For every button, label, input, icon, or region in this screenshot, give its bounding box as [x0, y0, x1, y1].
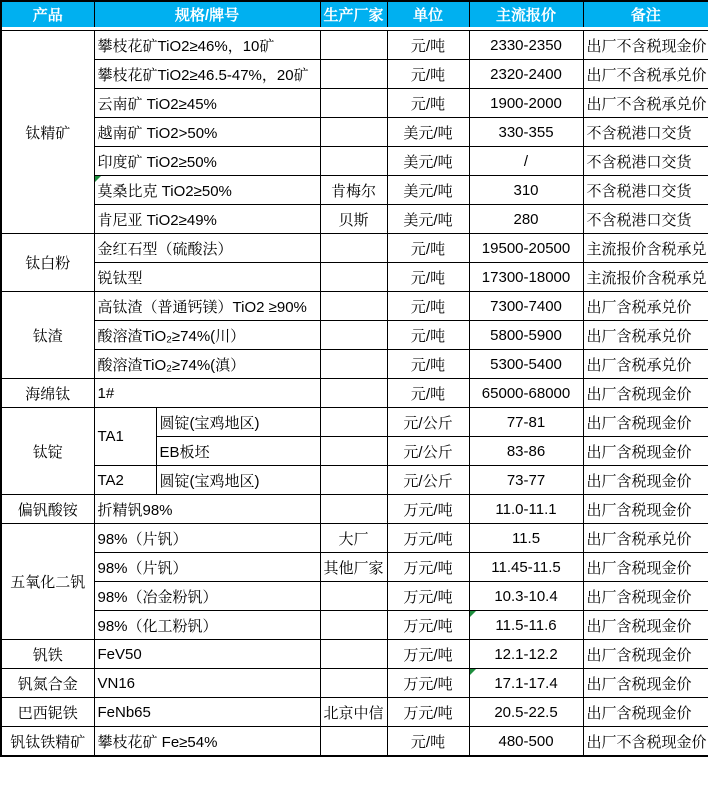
cell-unit [387, 292, 469, 321]
cell-spec [94, 263, 320, 292]
cell-maker [320, 466, 387, 495]
cell-maker [320, 408, 387, 437]
table-row [1, 60, 708, 89]
cell-unit [387, 524, 469, 553]
col-header-product: 产品 [1, 1, 94, 27]
cell-text: 攀枝花矿 Fe≥54% [97, 733, 218, 751]
cell-maker [320, 698, 387, 727]
cell-text: FeV50 [97, 645, 142, 663]
cell-unit [387, 437, 469, 466]
cell-note [583, 582, 708, 611]
cell-maker [320, 321, 387, 350]
table-row [1, 524, 708, 553]
cell-spec [94, 176, 320, 205]
cell-price [469, 176, 583, 205]
cell-subspec [156, 408, 320, 437]
cell-text: 大厂 [338, 530, 369, 548]
cell-maker [320, 495, 387, 524]
cell-spec [94, 321, 320, 350]
cell-text: 美元/吨 [403, 124, 453, 142]
col-header-unit: 单位 [387, 1, 469, 27]
cell-price [469, 31, 583, 60]
cell-text: 云南矿 TiO2≥45% [97, 95, 217, 113]
cell-product [1, 234, 94, 292]
cell-text: 钛精矿 [25, 124, 71, 142]
cell-product [1, 495, 94, 524]
col-header-price: 主流报价 [469, 1, 583, 27]
cell-price [469, 205, 583, 234]
cell-maker [320, 640, 387, 669]
cell-text: 出厂含税现金价 [586, 588, 692, 606]
cell-unit [387, 176, 469, 205]
cell-unit [387, 379, 469, 408]
cell-spec [94, 350, 320, 379]
cell-text: 出厂含税承兑价 [586, 327, 692, 345]
cell-price [469, 669, 583, 698]
cell-text: 98%（片钒） [97, 559, 188, 577]
cell-note [583, 118, 708, 147]
cell-text: 1900-2000 [490, 94, 562, 112]
cell-text: 钛锭 [32, 443, 63, 461]
cell-spec [94, 698, 320, 727]
cell-product [1, 408, 94, 495]
cell-text: 5800-5900 [490, 326, 562, 344]
cell-spec [94, 205, 320, 234]
cell-text: 77-81 [506, 413, 546, 431]
cell-note [583, 379, 708, 408]
table-row [1, 466, 708, 495]
cell-text: 主流报价含税承兑 [586, 269, 707, 287]
cell-text: 主流报价含税承兑 [586, 240, 707, 258]
cell-note [583, 292, 708, 321]
cell-maker [320, 205, 387, 234]
cell-text: 11.45-11.5 [491, 558, 561, 576]
cell-text: 钒铁 [32, 646, 63, 664]
cell-text: 钛白粉 [25, 255, 71, 272]
cell-text: 偏钒酸铵 [17, 501, 78, 519]
cell-price [469, 698, 583, 727]
cell-text: 出厂含税现金价 [586, 704, 692, 722]
table-row [1, 553, 708, 582]
cell-text: 北京中信 [323, 704, 384, 722]
cell-text: 1# [97, 384, 115, 402]
cell-price [469, 408, 583, 437]
comment-indicator-icon [470, 611, 476, 617]
cell-price [469, 437, 583, 466]
cell-text: 出厂不含税现金价 [586, 733, 707, 751]
cell-text: 肯尼亚 TiO2≥49% [97, 211, 217, 229]
cell-product [1, 31, 94, 234]
cell-spec [94, 611, 320, 640]
cell-text: 不含税港口交货 [586, 153, 692, 171]
cell-text: 出厂含税现金价 [586, 443, 692, 461]
cell-text: 巴西铌铁 [17, 704, 78, 722]
cell-note [583, 89, 708, 118]
cell-text: 酸溶渣TiO₂≥74%(滇） [97, 356, 246, 374]
cell-price [469, 611, 583, 640]
table-row [1, 582, 708, 611]
cell-price [469, 640, 583, 669]
cell-unit [387, 698, 469, 727]
cell-text: 11.5-11.6 [495, 616, 557, 634]
cell-text: 出厂含税现金价 [586, 414, 692, 432]
cell-note [583, 466, 708, 495]
cell-text: 莫桑比克 TiO2≥50% [97, 182, 232, 200]
table-row [1, 611, 708, 640]
cell-text: 73-77 [506, 471, 546, 489]
cell-unit [387, 408, 469, 437]
table-row [1, 205, 708, 234]
cell-text: 65000-68000 [481, 384, 571, 402]
table-row [1, 292, 708, 321]
cell-price [469, 118, 583, 147]
cell-text: 印度矿 TiO2≥50% [97, 153, 217, 171]
cell-text: 11.5 [511, 529, 541, 547]
cell-text: 肯梅尔 [331, 182, 377, 200]
cell-spec [94, 727, 320, 757]
cell-text: 元/吨 [410, 733, 446, 751]
cell-text: 出厂含税现金价 [586, 472, 692, 490]
cell-spec [94, 495, 320, 524]
table-row [1, 89, 708, 118]
cell-note [583, 640, 708, 669]
cell-spec [94, 640, 320, 669]
cell-text: 折精钒98% [97, 501, 173, 519]
cell-note [583, 31, 708, 60]
cell-spec [94, 553, 320, 582]
cell-text: 出厂含税现金价 [586, 501, 692, 519]
cell-text: 310 [513, 181, 539, 199]
col-header-spec: 规格/牌号 [94, 1, 320, 27]
cell-text: 金红石型（硫酸法） [97, 240, 233, 258]
cell-spec [94, 118, 320, 147]
cell-text: 280 [513, 210, 539, 228]
cell-text: FeNb65 [97, 703, 151, 721]
cell-price [469, 60, 583, 89]
cell-text: 出厂含税现金价 [586, 646, 692, 664]
cell-note [583, 437, 708, 466]
cell-text: 17.1-17.4 [494, 674, 558, 692]
cell-unit [387, 263, 469, 292]
cell-note [583, 669, 708, 698]
cell-text: 攀枝花矿TiO2≥46.5-47%，20矿 [97, 66, 309, 84]
cell-text: 万元/吨 [403, 501, 453, 519]
cell-maker [320, 263, 387, 292]
cell-text: 出厂含税现金价 [586, 385, 692, 403]
cell-note [583, 524, 708, 553]
cell-text: 480-500 [498, 732, 554, 750]
cell-unit [387, 234, 469, 263]
comment-indicator-icon [470, 669, 476, 675]
cell-text: 19500-20500 [481, 239, 571, 257]
cell-spec [94, 147, 320, 176]
cell-text: 10.3-10.4 [494, 587, 558, 605]
cell-unit [387, 669, 469, 698]
cell-maker [320, 437, 387, 466]
cell-text: 98%（片钒） [97, 530, 188, 548]
cell-text: 其他厂家 [323, 559, 384, 577]
cell-text: 98%（化工粉钒） [97, 617, 218, 635]
cell-maker [320, 727, 387, 757]
cell-text: 美元/吨 [403, 182, 453, 200]
cell-text: 不含税港口交货 [586, 211, 692, 229]
cell-maker [320, 176, 387, 205]
cell-note [583, 176, 708, 205]
cell-spec [94, 60, 320, 89]
cell-text: TA2 [97, 471, 124, 489]
cell-text: 2320-2400 [490, 65, 562, 83]
cell-text: 万元/吨 [403, 617, 453, 635]
cell-text: 元/吨 [410, 240, 446, 258]
cell-text: 元/吨 [410, 269, 446, 287]
cell-price [469, 524, 583, 553]
cell-text: 钒氮合金 [17, 675, 78, 693]
cell-maker [320, 118, 387, 147]
cell-price [469, 263, 583, 292]
cell-unit [387, 118, 469, 147]
cell-maker [320, 31, 387, 60]
cell-spec [94, 234, 320, 263]
cell-maker [320, 669, 387, 698]
cell-unit [387, 147, 469, 176]
table-row [1, 234, 708, 263]
table-row [1, 176, 708, 205]
cell-price [469, 727, 583, 757]
table-row [1, 118, 708, 147]
cell-price [469, 553, 583, 582]
cell-note [583, 553, 708, 582]
cell-note [583, 147, 708, 176]
cell-maker [320, 60, 387, 89]
cell-text: 五氧化二钒 [10, 574, 86, 591]
table-row [1, 263, 708, 292]
cell-price [469, 321, 583, 350]
cell-text: 万元/吨 [403, 530, 453, 548]
cell-spec [94, 31, 320, 60]
cell-price [469, 379, 583, 408]
cell-text: 20.5-22.5 [494, 703, 558, 721]
cell-text: 越南矿 TiO2>50% [97, 124, 218, 142]
comment-indicator-icon [95, 176, 101, 182]
table-row [1, 350, 708, 379]
cell-text: 元/吨 [410, 298, 446, 316]
cell-text: 万元/吨 [403, 675, 453, 693]
cell-price [469, 582, 583, 611]
cell-text: 11.0-11.1 [495, 500, 557, 518]
cell-maker [320, 611, 387, 640]
cell-price [469, 466, 583, 495]
cell-note [583, 698, 708, 727]
cell-text: 5300-5400 [490, 355, 562, 373]
cell-maker [320, 147, 387, 176]
cell-price [469, 89, 583, 118]
cell-note [583, 350, 708, 379]
table-row [1, 495, 708, 524]
cell-text: 12.1-12.2 [494, 645, 558, 663]
cell-note [583, 205, 708, 234]
cell-unit [387, 495, 469, 524]
cell-text: 不含税港口交货 [586, 182, 692, 200]
cell-price [469, 147, 583, 176]
cell-product [1, 640, 94, 669]
cell-spec [94, 524, 320, 553]
cell-unit [387, 640, 469, 669]
cell-maker [320, 89, 387, 118]
cell-text: 圆锭(宝鸡地区) [159, 414, 260, 432]
cell-note [583, 611, 708, 640]
table-row [1, 321, 708, 350]
cell-text: 锐钛型 [97, 269, 143, 287]
cell-text: 钛渣 [32, 327, 63, 345]
cell-text: 17300-18000 [481, 268, 571, 286]
table-row [1, 147, 708, 176]
table-row [1, 669, 708, 698]
table-row [1, 408, 708, 437]
cell-subspec [156, 466, 320, 495]
table-row [1, 31, 708, 60]
cell-text: 83-86 [506, 442, 546, 460]
table-header [1, 1, 708, 31]
cell-unit [387, 321, 469, 350]
cell-grade [94, 408, 156, 466]
cell-unit [387, 60, 469, 89]
cell-text: 330-355 [498, 123, 554, 141]
cell-text: 元/吨 [410, 37, 446, 55]
cell-note [583, 60, 708, 89]
cell-text: 元/吨 [410, 95, 446, 113]
cell-unit [387, 350, 469, 379]
cell-unit [387, 89, 469, 118]
cell-product [1, 698, 94, 727]
cell-text: EB板坯 [159, 443, 210, 461]
cell-text: 攀枝花矿TiO2≥46%，10矿 [97, 37, 275, 55]
cell-unit [387, 553, 469, 582]
cell-text: 元/吨 [410, 327, 446, 345]
cell-text: 出厂不含税现金价 [586, 37, 707, 55]
cell-text: 元/吨 [410, 66, 446, 84]
cell-text: 美元/吨 [403, 211, 453, 229]
cell-text: 海绵钛 [25, 385, 71, 403]
cell-text: 出厂不含税承兑价 [586, 95, 707, 113]
cell-text: 美元/吨 [403, 153, 453, 171]
cell-maker [320, 524, 387, 553]
cell-note [583, 234, 708, 263]
cell-product [1, 292, 94, 379]
cell-text: 出厂含税承兑价 [586, 530, 692, 548]
cell-text: VN16 [97, 674, 136, 692]
cell-grade [94, 466, 156, 495]
cell-text: 出厂含税现金价 [586, 675, 692, 693]
cell-text: 元/吨 [410, 356, 446, 374]
cell-text: 元/公斤 [403, 443, 453, 461]
table-row [1, 640, 708, 669]
cell-unit [387, 582, 469, 611]
cell-text: 2330-2350 [490, 36, 562, 54]
cell-note [583, 408, 708, 437]
cell-unit [387, 727, 469, 757]
cell-text: 元/公斤 [403, 472, 453, 490]
cell-note [583, 727, 708, 757]
price-table-body [1, 31, 708, 757]
cell-note [583, 321, 708, 350]
cell-text: 7300-7400 [490, 297, 562, 315]
cell-spec [94, 89, 320, 118]
cell-spec [94, 582, 320, 611]
cell-price [469, 234, 583, 263]
header-row [1, 1, 708, 27]
cell-text: 贝斯 [338, 211, 369, 229]
cell-product [1, 727, 94, 757]
col-header-manufacturer: 生产厂家 [320, 1, 387, 27]
cell-text: TA1 [97, 428, 124, 445]
cell-price [469, 495, 583, 524]
cell-unit [387, 31, 469, 60]
cell-unit [387, 205, 469, 234]
cell-unit [387, 466, 469, 495]
cell-text: 高钛渣（普通钙镁）TiO2 ≥90% [97, 298, 307, 316]
cell-text: 98%（冶金粉钒） [97, 588, 218, 606]
cell-maker [320, 379, 387, 408]
cell-maker [320, 234, 387, 263]
cell-spec [94, 379, 320, 408]
table-row [1, 379, 708, 408]
cell-text: 出厂含税现金价 [586, 559, 692, 577]
cell-product [1, 524, 94, 640]
cell-note [583, 263, 708, 292]
cell-text: 出厂含税承兑价 [586, 356, 692, 374]
cell-spec [94, 669, 320, 698]
cell-price [469, 292, 583, 321]
cell-price [469, 350, 583, 379]
cell-subspec [156, 437, 320, 466]
cell-note [583, 495, 708, 524]
cell-product [1, 379, 94, 408]
cell-text: 酸溶渣TiO₂≥74%(川） [97, 327, 246, 345]
cell-maker [320, 292, 387, 321]
cell-text: 元/公斤 [403, 414, 453, 432]
cell-spec [94, 292, 320, 321]
cell-product [1, 669, 94, 698]
cell-maker [320, 350, 387, 379]
cell-text: 出厂不含税承兑价 [586, 66, 707, 84]
col-header-note: 备注 [583, 1, 708, 27]
table-row [1, 727, 708, 757]
cell-unit [387, 611, 469, 640]
cell-text: / [523, 152, 529, 170]
cell-text: 圆锭(宝鸡地区) [159, 472, 260, 490]
cell-text: 万元/吨 [403, 588, 453, 606]
cell-text: 元/吨 [410, 385, 446, 403]
cell-text: 万元/吨 [403, 704, 453, 722]
cell-text: 出厂含税现金价 [586, 617, 692, 635]
cell-text: 钒钛铁精矿 [10, 733, 86, 751]
cell-maker [320, 582, 387, 611]
cell-text: 不含税港口交货 [586, 124, 692, 142]
table-row [1, 698, 708, 727]
cell-text: 万元/吨 [403, 646, 453, 664]
cell-maker [320, 553, 387, 582]
cell-text: 万元/吨 [403, 559, 453, 577]
cell-text: 出厂含税承兑价 [586, 298, 692, 316]
